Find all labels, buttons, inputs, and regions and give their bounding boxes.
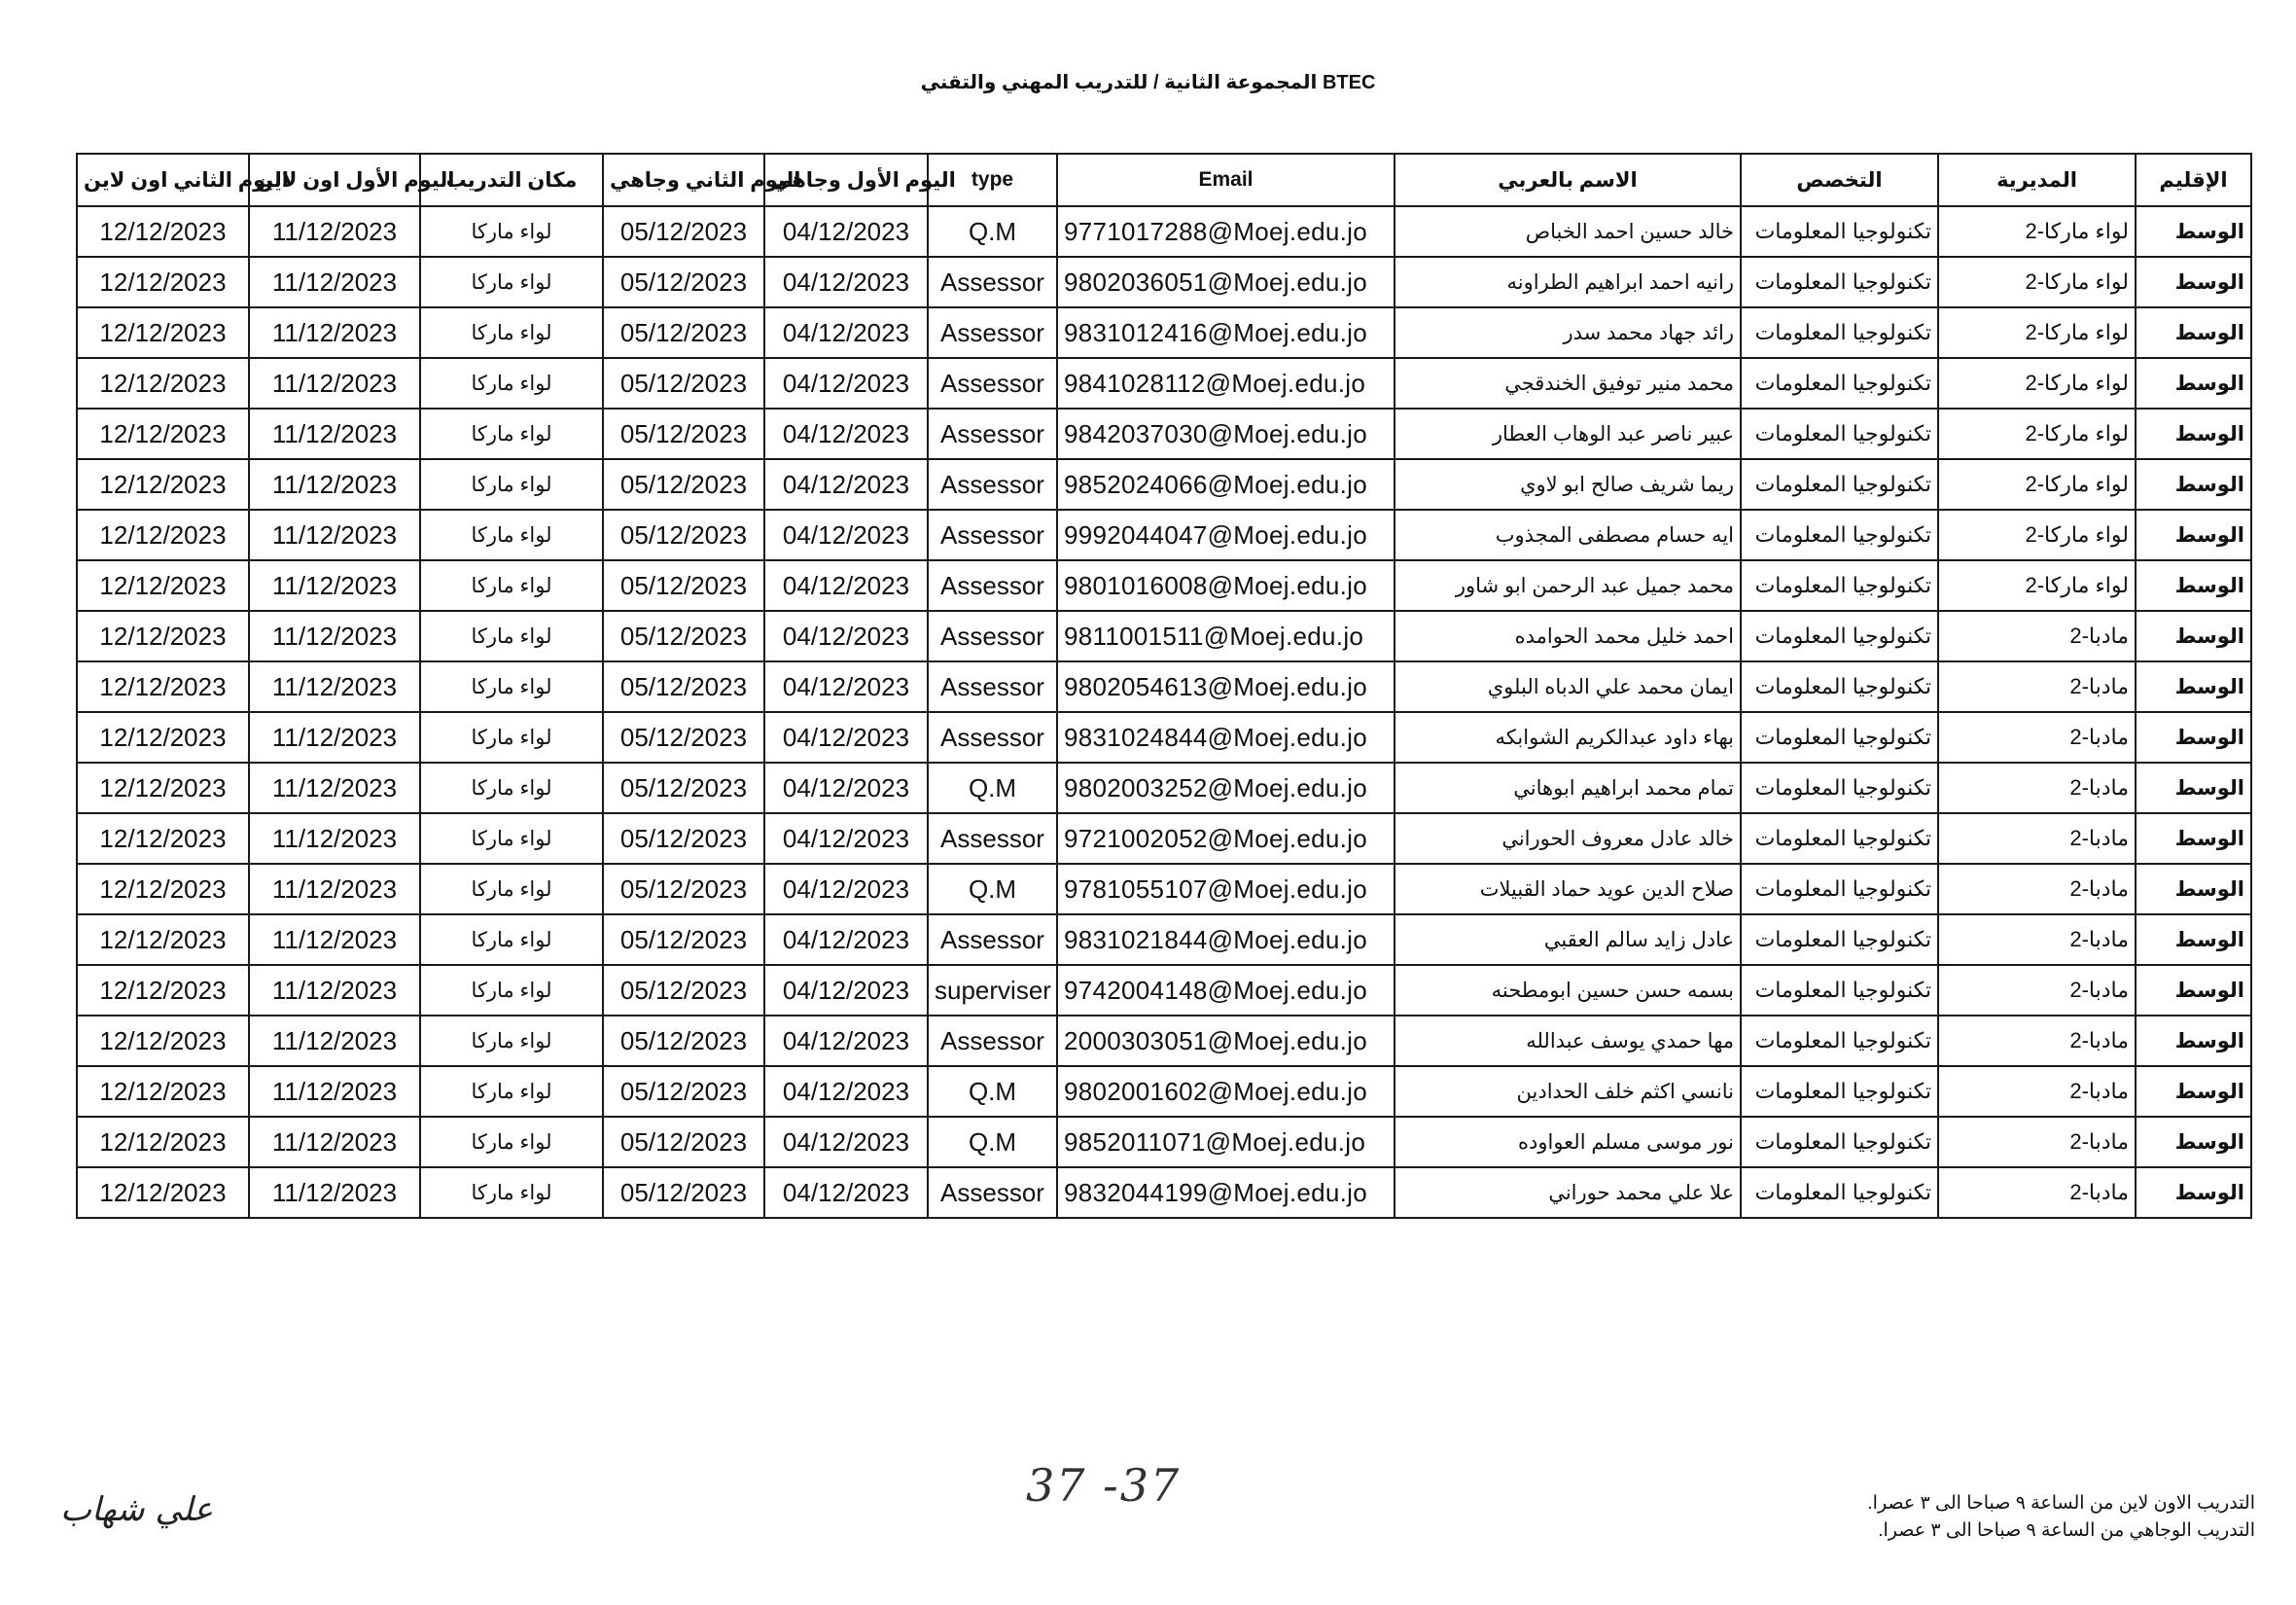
cell-day1-inperson: 04/12/2023 (764, 965, 928, 1016)
cell-type: Q.M (928, 1066, 1057, 1117)
cell-name: بهاء داود عبدالكريم الشوابكه (1395, 712, 1741, 763)
cell-region: الوسط (2136, 763, 2251, 813)
cell-day2-online: 12/12/2023 (77, 459, 249, 510)
cell-day2-inperson: 05/12/2023 (603, 206, 764, 257)
cell-email: 9831012416@Moej.edu.jo (1057, 307, 1395, 358)
cell-day2-online: 12/12/2023 (77, 914, 249, 965)
cell-day2-inperson: 05/12/2023 (603, 1066, 764, 1117)
table-row (77, 914, 2251, 965)
cell-day1-inperson: 04/12/2023 (764, 1167, 928, 1218)
cell-place: لواء ماركا (420, 1016, 603, 1066)
table-row (77, 257, 2251, 307)
cell-day1-online: 11/12/2023 (249, 1016, 420, 1066)
cell-type: Assessor (928, 712, 1057, 763)
cell-email: 9771017288@Moej.edu.jo (1057, 206, 1395, 257)
cell-email: 9992044047@Moej.edu.jo (1057, 510, 1395, 560)
cell-region: الوسط (2136, 1016, 2251, 1066)
table-row (77, 1016, 2251, 1066)
cell-day1-online: 11/12/2023 (249, 763, 420, 813)
cell-day2-inperson: 05/12/2023 (603, 510, 764, 560)
cell-day1-online: 11/12/2023 (249, 712, 420, 763)
cell-email: 9802054613@Moej.edu.jo (1057, 661, 1395, 712)
cell-day1-inperson: 04/12/2023 (764, 813, 928, 864)
cell-type: Assessor (928, 914, 1057, 965)
cell-type: Assessor (928, 1016, 1057, 1066)
cell-name: احمد خليل محمد الحوامده (1395, 611, 1741, 661)
cell-email: 9802003252@Moej.edu.jo (1057, 763, 1395, 813)
cell-directorate: لواء ماركا-2 (1938, 206, 2136, 257)
cell-specialization: تكنولوجيا المعلومات (1741, 763, 1938, 813)
cell-day2-online: 12/12/2023 (77, 965, 249, 1016)
cell-type: Assessor (928, 409, 1057, 459)
cell-name: ايه حسام مصطفى المجذوب (1395, 510, 1741, 560)
cell-day1-inperson: 04/12/2023 (764, 1016, 928, 1066)
table-body (77, 206, 2251, 1218)
cell-place: لواء ماركا (420, 257, 603, 307)
cell-name: خالد عادل معروف الحوراني (1395, 813, 1741, 864)
cell-day2-inperson: 05/12/2023 (603, 358, 764, 409)
cell-place: لواء ماركا (420, 560, 603, 611)
cell-place: لواء ماركا (420, 712, 603, 763)
cell-specialization: تكنولوجيا المعلومات (1741, 560, 1938, 611)
cell-day1-inperson: 04/12/2023 (764, 1066, 928, 1117)
cell-day2-online: 12/12/2023 (77, 813, 249, 864)
cell-region: الوسط (2136, 712, 2251, 763)
cell-region: الوسط (2136, 864, 2251, 914)
cell-specialization: تكنولوجيا المعلومات (1741, 206, 1938, 257)
cell-day1-inperson: 04/12/2023 (764, 459, 928, 510)
cell-directorate: لواء ماركا-2 (1938, 307, 2136, 358)
cell-day1-online: 11/12/2023 (249, 307, 420, 358)
header-email: Email (1057, 154, 1395, 206)
cell-specialization: تكنولوجيا المعلومات (1741, 1167, 1938, 1218)
cell-day1-online: 11/12/2023 (249, 965, 420, 1016)
cell-type: Assessor (928, 661, 1057, 712)
cell-directorate: لواء ماركا-2 (1938, 510, 2136, 560)
cell-specialization: تكنولوجيا المعلومات (1741, 611, 1938, 661)
cell-type: Assessor (928, 560, 1057, 611)
cell-day2-inperson: 05/12/2023 (603, 813, 764, 864)
cell-email: 9811001511@Moej.edu.jo (1057, 611, 1395, 661)
cell-region: الوسط (2136, 661, 2251, 712)
cell-specialization: تكنولوجيا المعلومات (1741, 409, 1938, 459)
header-day1-online: اليوم الأول اون لاين (249, 154, 420, 206)
table-row (77, 661, 2251, 712)
inperson-hours-note: التدريب الوجاهي من الساعة ٩ صباحا الى ٣ عصرا. (1878, 1520, 2255, 1541)
cell-directorate: مادبا-2 (1938, 661, 2136, 712)
table-row (77, 1117, 2251, 1167)
cell-day2-inperson: 05/12/2023 (603, 611, 764, 661)
cell-region: الوسط (2136, 611, 2251, 661)
cell-region: الوسط (2136, 1066, 2251, 1117)
signature: علي شهاب (60, 1490, 214, 1529)
cell-day1-inperson: 04/12/2023 (764, 914, 928, 965)
cell-name: عادل زايد سالم العقبي (1395, 914, 1741, 965)
cell-day2-online: 12/12/2023 (77, 864, 249, 914)
table-row (77, 1167, 2251, 1218)
cell-specialization: تكنولوجيا المعلومات (1741, 459, 1938, 510)
cell-day2-inperson: 05/12/2023 (603, 257, 764, 307)
cell-day1-inperson: 04/12/2023 (764, 864, 928, 914)
cell-specialization: تكنولوجيا المعلومات (1741, 1016, 1938, 1066)
cell-type: Assessor (928, 510, 1057, 560)
page-title: المجموعة الثانية / للتدريب المهني والتقني BTEC (920, 72, 1376, 93)
cell-specialization: تكنولوجيا المعلومات (1741, 914, 1938, 965)
cell-specialization: تكنولوجيا المعلومات (1741, 965, 1938, 1016)
cell-name: نور موسى مسلم العواوده (1395, 1117, 1741, 1167)
header-day2-inperson: اليوم الثاني وجاهي (603, 154, 764, 206)
cell-directorate: مادبا-2 (1938, 914, 2136, 965)
cell-place: لواء ماركا (420, 763, 603, 813)
cell-day2-inperson: 05/12/2023 (603, 1167, 764, 1218)
cell-day2-online: 12/12/2023 (77, 1167, 249, 1218)
cell-place: لواء ماركا (420, 358, 603, 409)
cell-region: الوسط (2136, 206, 2251, 257)
cell-directorate: مادبا-2 (1938, 1016, 2136, 1066)
cell-name: محمد جميل عبد الرحمن ابو شاور (1395, 560, 1741, 611)
cell-name: مها حمدي يوسف عبدالله (1395, 1016, 1741, 1066)
cell-specialization: تكنولوجيا المعلومات (1741, 358, 1938, 409)
cell-day1-online: 11/12/2023 (249, 560, 420, 611)
table-row (77, 712, 2251, 763)
cell-day1-inperson: 04/12/2023 (764, 661, 928, 712)
cell-name: علا علي محمد حوراني (1395, 1167, 1741, 1218)
cell-name: محمد منير توفيق الخندقجي (1395, 358, 1741, 409)
table-row (77, 763, 2251, 813)
cell-day1-inperson: 04/12/2023 (764, 763, 928, 813)
cell-day2-online: 12/12/2023 (77, 560, 249, 611)
cell-region: الوسط (2136, 1167, 2251, 1218)
cell-day2-inperson: 05/12/2023 (603, 307, 764, 358)
cell-place: لواء ماركا (420, 965, 603, 1016)
cell-day2-online: 12/12/2023 (77, 661, 249, 712)
cell-day1-inperson: 04/12/2023 (764, 206, 928, 257)
cell-region: الوسط (2136, 813, 2251, 864)
cell-place: لواء ماركا (420, 510, 603, 560)
cell-day2-inperson: 05/12/2023 (603, 763, 764, 813)
cell-day2-online: 12/12/2023 (77, 206, 249, 257)
cell-specialization: تكنولوجيا المعلومات (1741, 1117, 1938, 1167)
cell-day1-online: 11/12/2023 (249, 1167, 420, 1218)
cell-name: ريما شريف صالح ابو لاوي (1395, 459, 1741, 510)
cell-day2-online: 12/12/2023 (77, 1117, 249, 1167)
cell-email: 9852011071@Moej.edu.jo (1057, 1117, 1395, 1167)
cell-day1-inperson: 04/12/2023 (764, 1117, 928, 1167)
cell-directorate: مادبا-2 (1938, 965, 2136, 1016)
header-type: type (928, 154, 1057, 206)
cell-day1-online: 11/12/2023 (249, 813, 420, 864)
cell-type: Q.M (928, 206, 1057, 257)
cell-directorate: لواء ماركا-2 (1938, 257, 2136, 307)
cell-specialization: تكنولوجيا المعلومات (1741, 307, 1938, 358)
cell-name: عبير ناصر عبد الوهاب العطار (1395, 409, 1741, 459)
cell-place: لواء ماركا (420, 661, 603, 712)
header-day2-online: اليوم الثاني اون لاين (77, 154, 249, 206)
cell-day1-online: 11/12/2023 (249, 661, 420, 712)
cell-region: الوسط (2136, 965, 2251, 1016)
header-name: الاسم بالعربي (1395, 154, 1741, 206)
table-row (77, 560, 2251, 611)
cell-type: superviser (928, 965, 1057, 1016)
header-directorate: المديرية (1938, 154, 2136, 206)
cell-directorate: مادبا-2 (1938, 1117, 2136, 1167)
cell-place: لواء ماركا (420, 914, 603, 965)
cell-region: الوسط (2136, 459, 2251, 510)
cell-day1-online: 11/12/2023 (249, 206, 420, 257)
cell-directorate: لواء ماركا-2 (1938, 459, 2136, 510)
cell-directorate: مادبا-2 (1938, 1167, 2136, 1218)
cell-day2-online: 12/12/2023 (77, 1066, 249, 1117)
cell-name: تمام محمد ابراهيم ابوهاني (1395, 763, 1741, 813)
cell-email: 9831021844@Moej.edu.jo (1057, 914, 1395, 965)
cell-day2-inperson: 05/12/2023 (603, 965, 764, 1016)
table-row (77, 358, 2251, 409)
cell-day1-inperson: 04/12/2023 (764, 712, 928, 763)
online-hours-note: التدريب الاون لاين من الساعة ٩ صباحا الى ٣ عصرا. (1867, 1493, 2255, 1514)
cell-day1-online: 11/12/2023 (249, 358, 420, 409)
cell-type: Assessor (928, 459, 1057, 510)
cell-day1-online: 11/12/2023 (249, 257, 420, 307)
cell-day1-online: 11/12/2023 (249, 1066, 420, 1117)
cell-directorate: لواء ماركا-2 (1938, 409, 2136, 459)
cell-day2-inperson: 05/12/2023 (603, 661, 764, 712)
cell-directorate: لواء ماركا-2 (1938, 358, 2136, 409)
cell-day2-inperson: 05/12/2023 (603, 409, 764, 459)
cell-day1-online: 11/12/2023 (249, 864, 420, 914)
table-row (77, 965, 2251, 1016)
cell-email: 9832044199@Moej.edu.jo (1057, 1167, 1395, 1218)
table-row (77, 813, 2251, 864)
table-row (77, 459, 2251, 510)
cell-place: لواء ماركا (420, 864, 603, 914)
cell-day1-inperson: 04/12/2023 (764, 257, 928, 307)
cell-region: الوسط (2136, 510, 2251, 560)
cell-day2-online: 12/12/2023 (77, 409, 249, 459)
cell-name: ايمان محمد علي الدباه البلوي (1395, 661, 1741, 712)
cell-day2-online: 12/12/2023 (77, 712, 249, 763)
cell-day2-inperson: 05/12/2023 (603, 914, 764, 965)
cell-name: صلاح الدين عويد حماد القبيلات (1395, 864, 1741, 914)
cell-directorate: مادبا-2 (1938, 813, 2136, 864)
cell-day1-inperson: 04/12/2023 (764, 560, 928, 611)
cell-place: لواء ماركا (420, 1117, 603, 1167)
cell-specialization: تكنولوجيا المعلومات (1741, 510, 1938, 560)
cell-type: Assessor (928, 813, 1057, 864)
cell-place: لواء ماركا (420, 206, 603, 257)
table-row (77, 611, 2251, 661)
cell-day2-online: 12/12/2023 (77, 307, 249, 358)
cell-day2-inperson: 05/12/2023 (603, 459, 764, 510)
cell-type: Assessor (928, 358, 1057, 409)
cell-region: الوسط (2136, 560, 2251, 611)
cell-email: 9802001602@Moej.edu.jo (1057, 1066, 1395, 1117)
cell-place: لواء ماركا (420, 307, 603, 358)
cell-day1-online: 11/12/2023 (249, 459, 420, 510)
cell-specialization: تكنولوجيا المعلومات (1741, 257, 1938, 307)
cell-day2-online: 12/12/2023 (77, 510, 249, 560)
roster-table (76, 153, 2252, 1219)
cell-specialization: تكنولوجيا المعلومات (1741, 661, 1938, 712)
cell-name: رائد جهاد محمد سدر (1395, 307, 1741, 358)
cell-name: رانيه احمد ابراهيم الطراونه (1395, 257, 1741, 307)
cell-day1-inperson: 04/12/2023 (764, 510, 928, 560)
cell-region: الوسط (2136, 1117, 2251, 1167)
cell-email: 9841028112@Moej.edu.jo (1057, 358, 1395, 409)
cell-directorate: لواء ماركا-2 (1938, 560, 2136, 611)
training-hours-note (1867, 1490, 2255, 1545)
cell-day2-inperson: 05/12/2023 (603, 1016, 764, 1066)
cell-email: 9852024066@Moej.edu.jo (1057, 459, 1395, 510)
cell-region: الوسط (2136, 358, 2251, 409)
header-specialization: التخصص (1741, 154, 1938, 206)
cell-email: 9831024844@Moej.edu.jo (1057, 712, 1395, 763)
cell-day2-online: 12/12/2023 (77, 257, 249, 307)
cell-type: Assessor (928, 257, 1057, 307)
table-row (77, 307, 2251, 358)
cell-day1-online: 11/12/2023 (249, 409, 420, 459)
cell-name: خالد حسين احمد الخباص (1395, 206, 1741, 257)
cell-directorate: مادبا-2 (1938, 611, 2136, 661)
cell-day2-online: 12/12/2023 (77, 358, 249, 409)
cell-place: لواء ماركا (420, 611, 603, 661)
cell-day1-inperson: 04/12/2023 (764, 611, 928, 661)
cell-directorate: مادبا-2 (1938, 1066, 2136, 1117)
cell-email: 9842037030@Moej.edu.jo (1057, 409, 1395, 459)
cell-day1-inperson: 04/12/2023 (764, 307, 928, 358)
cell-day1-inperson: 04/12/2023 (764, 409, 928, 459)
cell-specialization: تكنولوجيا المعلومات (1741, 1066, 1938, 1117)
cell-email: 9742004148@Moej.edu.jo (1057, 965, 1395, 1016)
table-row (77, 206, 2251, 257)
cell-day2-online: 12/12/2023 (77, 1016, 249, 1066)
table-row (77, 1066, 2251, 1117)
cell-type: Q.M (928, 864, 1057, 914)
cell-directorate: مادبا-2 (1938, 712, 2136, 763)
cell-day2-inperson: 05/12/2023 (603, 560, 764, 611)
cell-region: الوسط (2136, 409, 2251, 459)
page-number: 37 -37 (1026, 1459, 1182, 1512)
cell-day1-online: 11/12/2023 (249, 510, 420, 560)
cell-specialization: تكنولوجيا المعلومات (1741, 813, 1938, 864)
cell-name: بسمه حسن حسين ابومطحنه (1395, 965, 1741, 1016)
cell-place: لواء ماركا (420, 459, 603, 510)
cell-place: لواء ماركا (420, 1167, 603, 1218)
cell-region: الوسط (2136, 914, 2251, 965)
cell-day2-online: 12/12/2023 (77, 611, 249, 661)
cell-directorate: مادبا-2 (1938, 864, 2136, 914)
cell-day2-inperson: 05/12/2023 (603, 1117, 764, 1167)
cell-specialization: تكنولوجيا المعلومات (1741, 712, 1938, 763)
header-day1-inperson: اليوم الأول وجاهي (764, 154, 928, 206)
cell-specialization: تكنولوجيا المعلومات (1741, 864, 1938, 914)
cell-type: Assessor (928, 1167, 1057, 1218)
cell-email: 9781055107@Moej.edu.jo (1057, 864, 1395, 914)
cell-day2-online: 12/12/2023 (77, 763, 249, 813)
header-region: الإقليم (2136, 154, 2251, 206)
cell-email: 9801016008@Moej.edu.jo (1057, 560, 1395, 611)
cell-place: لواء ماركا (420, 1066, 603, 1117)
cell-type: Q.M (928, 763, 1057, 813)
cell-email: 9721002052@Moej.edu.jo (1057, 813, 1395, 864)
cell-type: Assessor (928, 307, 1057, 358)
cell-email: 9802036051@Moej.edu.jo (1057, 257, 1395, 307)
cell-name: نانسي اكثم خلف الحدادين (1395, 1066, 1741, 1117)
cell-type: Q.M (928, 1117, 1057, 1167)
table-row (77, 409, 2251, 459)
table-row (77, 510, 2251, 560)
cell-day1-inperson: 04/12/2023 (764, 358, 928, 409)
cell-region: الوسط (2136, 257, 2251, 307)
cell-region: الوسط (2136, 307, 2251, 358)
cell-day2-inperson: 05/12/2023 (603, 864, 764, 914)
cell-place: لواء ماركا (420, 813, 603, 864)
cell-day1-online: 11/12/2023 (249, 1117, 420, 1167)
cell-type: Assessor (928, 611, 1057, 661)
cell-directorate: مادبا-2 (1938, 763, 2136, 813)
cell-place: لواء ماركا (420, 409, 603, 459)
header-place: مكان التدريب (420, 154, 603, 206)
table-header-row (77, 154, 2251, 206)
cell-email: 2000303051@Moej.edu.jo (1057, 1016, 1395, 1066)
table-row (77, 864, 2251, 914)
cell-day2-inperson: 05/12/2023 (603, 712, 764, 763)
cell-day1-online: 11/12/2023 (249, 914, 420, 965)
cell-day1-online: 11/12/2023 (249, 611, 420, 661)
